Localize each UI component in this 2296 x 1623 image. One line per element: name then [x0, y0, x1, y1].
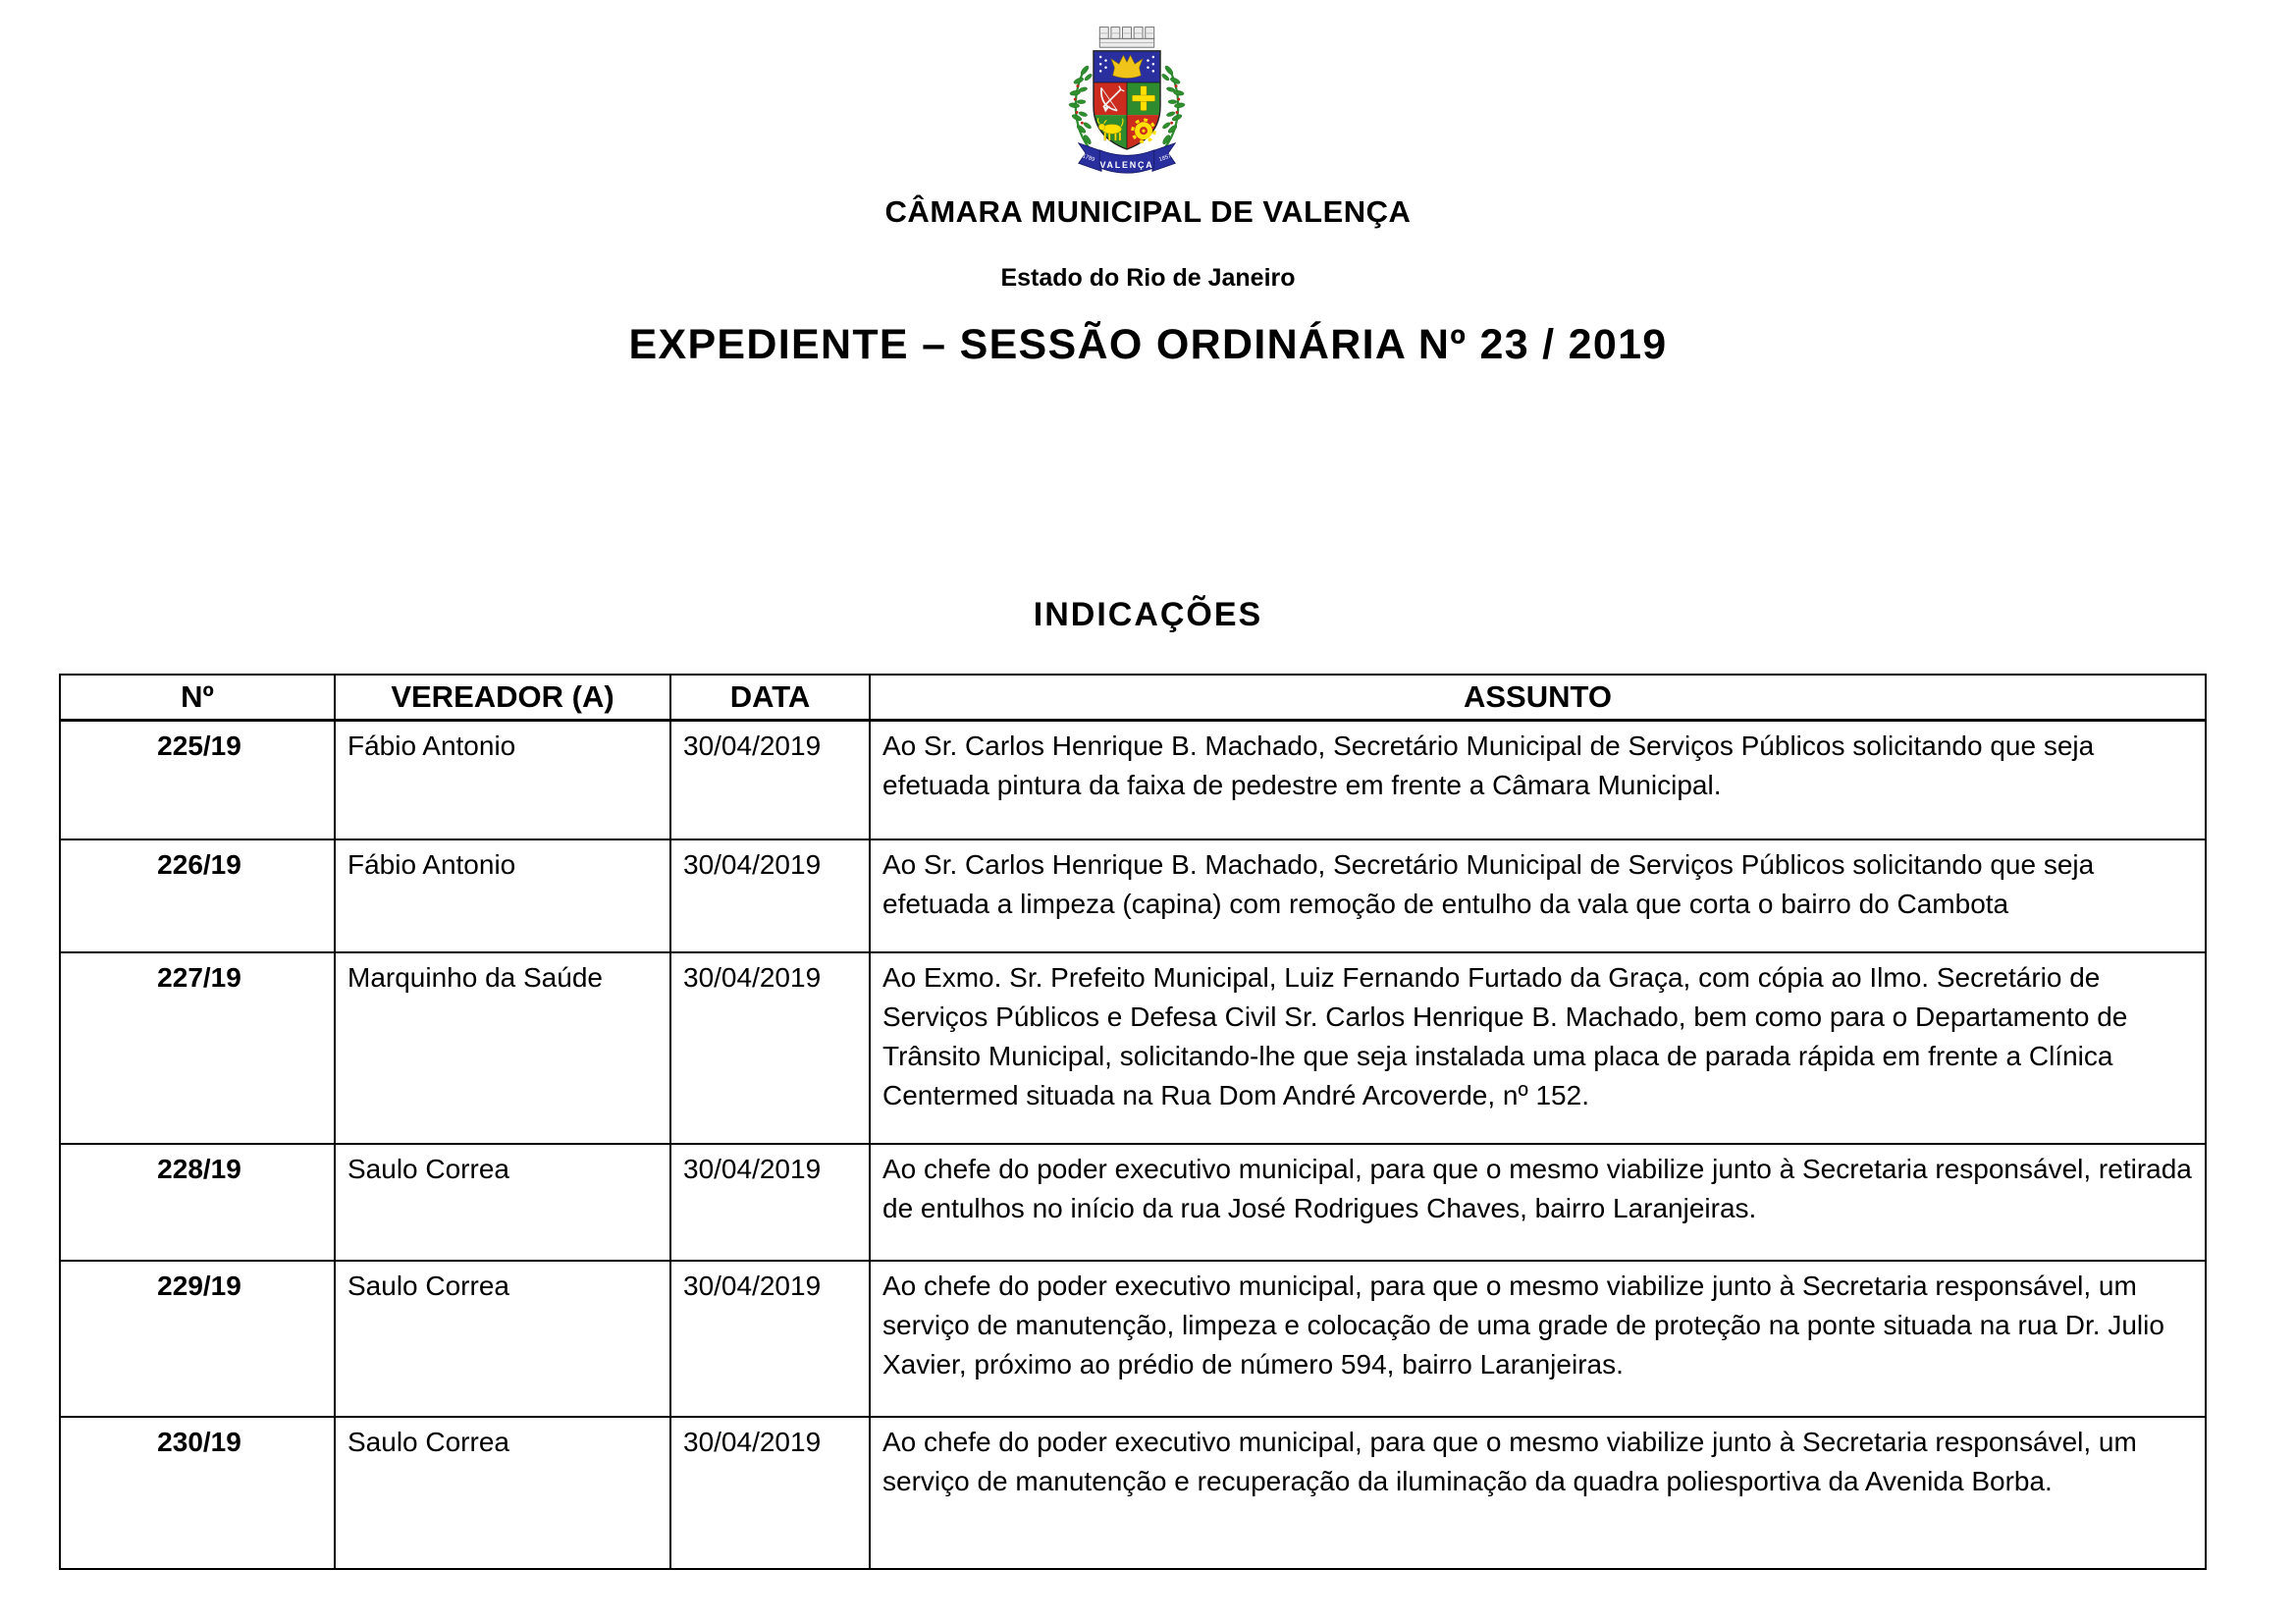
cell-assunto: Ao chefe do poder executivo municipal, para que o mesmo viabilize junto à Secretaria responsável, retirada de entulhos no início da rua José Rodrigues Chaves, bairro Laranjeiras. [870, 1144, 2206, 1261]
cell-data: 30/04/2019 [670, 1261, 870, 1417]
section-title: INDICAÇÕES [1033, 596, 1263, 633]
cell-numero: 227/19 [60, 952, 335, 1144]
laurel-branch-right [1161, 65, 1186, 149]
cell-data: 30/04/2019 [670, 1417, 870, 1569]
table-row [60, 1261, 2206, 1417]
cell-assunto: Ao Exmo. Sr. Prefeito Municipal, Luiz Fernando Furtado da Graça, com cópia ao Ilmo. Secretário de Serviços Públicos e Defesa Civil Sr. Carlos Henrique B. Machado, bem como para o Departamento de Trânsito Municipal, solicitando-lhe que seja instalada uma placa de parada rápida em frente a Clínica Centermed situada na Rua Dom André Arcoverde, nº 152. [870, 952, 2206, 1144]
laurel-branch-left [1069, 65, 1094, 149]
cell-vereador: Saulo Correa [335, 1261, 670, 1417]
cell-data: 30/04/2019 [670, 720, 870, 839]
org-subtitle: Estado do Rio de Janeiro [1000, 264, 1296, 292]
cell-vereador: Fábio Antonio [335, 720, 670, 839]
cell-assunto: Ao Sr. Carlos Henrique B. Machado, Secretário Municipal de Serviços Públicos solicitando que seja efetuada a limpeza (capina) com remoção de entulho da vala que corta o bairro do Cambota [870, 839, 2206, 952]
ribbon-left-year: 1789 [1081, 153, 1095, 164]
table-row [60, 952, 2206, 1144]
table-header-row [60, 675, 2206, 720]
cell-assunto: Ao chefe do poder executivo municipal, para que o mesmo viabilize junto à Secretaria responsável, um serviço de manutenção e recuperação da iluminação da quadra poliesportiva da Avenida Borba. [870, 1417, 2206, 1569]
ribbon-right-year: 1857 [1158, 153, 1173, 164]
mural-crown-icon [1099, 27, 1153, 48]
indications-table [59, 674, 2207, 1570]
cell-data: 30/04/2019 [670, 952, 870, 1144]
cell-numero: 229/19 [60, 1261, 335, 1417]
header-numero: Nº [60, 675, 335, 720]
header-assunto: ASSUNTO [870, 675, 2206, 720]
table-row [60, 720, 2206, 839]
cell-data: 30/04/2019 [670, 839, 870, 952]
table-row [60, 1144, 2206, 1261]
table-row [60, 839, 2206, 952]
cell-assunto: Ao Sr. Carlos Henrique B. Machado, Secretário Municipal de Serviços Públicos solicitando que seja efetuada pintura da faixa de pedestre em frente a Câmara Municipal. [870, 720, 2206, 839]
cell-numero: 226/19 [60, 839, 335, 952]
header-vereador: VEREADOR (A) [335, 675, 670, 720]
coat-of-arms [1060, 16, 1194, 183]
document-title: EXPEDIENTE – SESSÃO ORDINÁRIA Nº 23 / 2019 [628, 321, 1668, 368]
cell-vereador: Saulo Correa [335, 1144, 670, 1261]
cell-vereador: Marquinho da Saúde [335, 952, 670, 1144]
cell-numero: 230/19 [60, 1417, 335, 1569]
cell-vereador: Fábio Antonio [335, 839, 670, 952]
table-row [60, 1417, 2206, 1569]
header-data: DATA [670, 675, 870, 720]
cell-numero: 228/19 [60, 1144, 335, 1261]
cell-data: 30/04/2019 [670, 1144, 870, 1261]
org-name: CÂMARA MUNICIPAL DE VALENÇA [884, 194, 1412, 229]
cell-vereador: Saulo Correa [335, 1417, 670, 1569]
cell-numero: 225/19 [60, 720, 335, 839]
ribbon-city-name: VALENÇA [1099, 159, 1154, 170]
cell-assunto: Ao chefe do poder executivo municipal, para que o mesmo viabilize junto à Secretaria responsável, um serviço de manutenção, limpeza e colocação de uma grade de proteção na ponte situada na rua Dr. Julio Xavier, próximo ao prédio de número 594, bairro Laranjeiras. [870, 1261, 2206, 1417]
